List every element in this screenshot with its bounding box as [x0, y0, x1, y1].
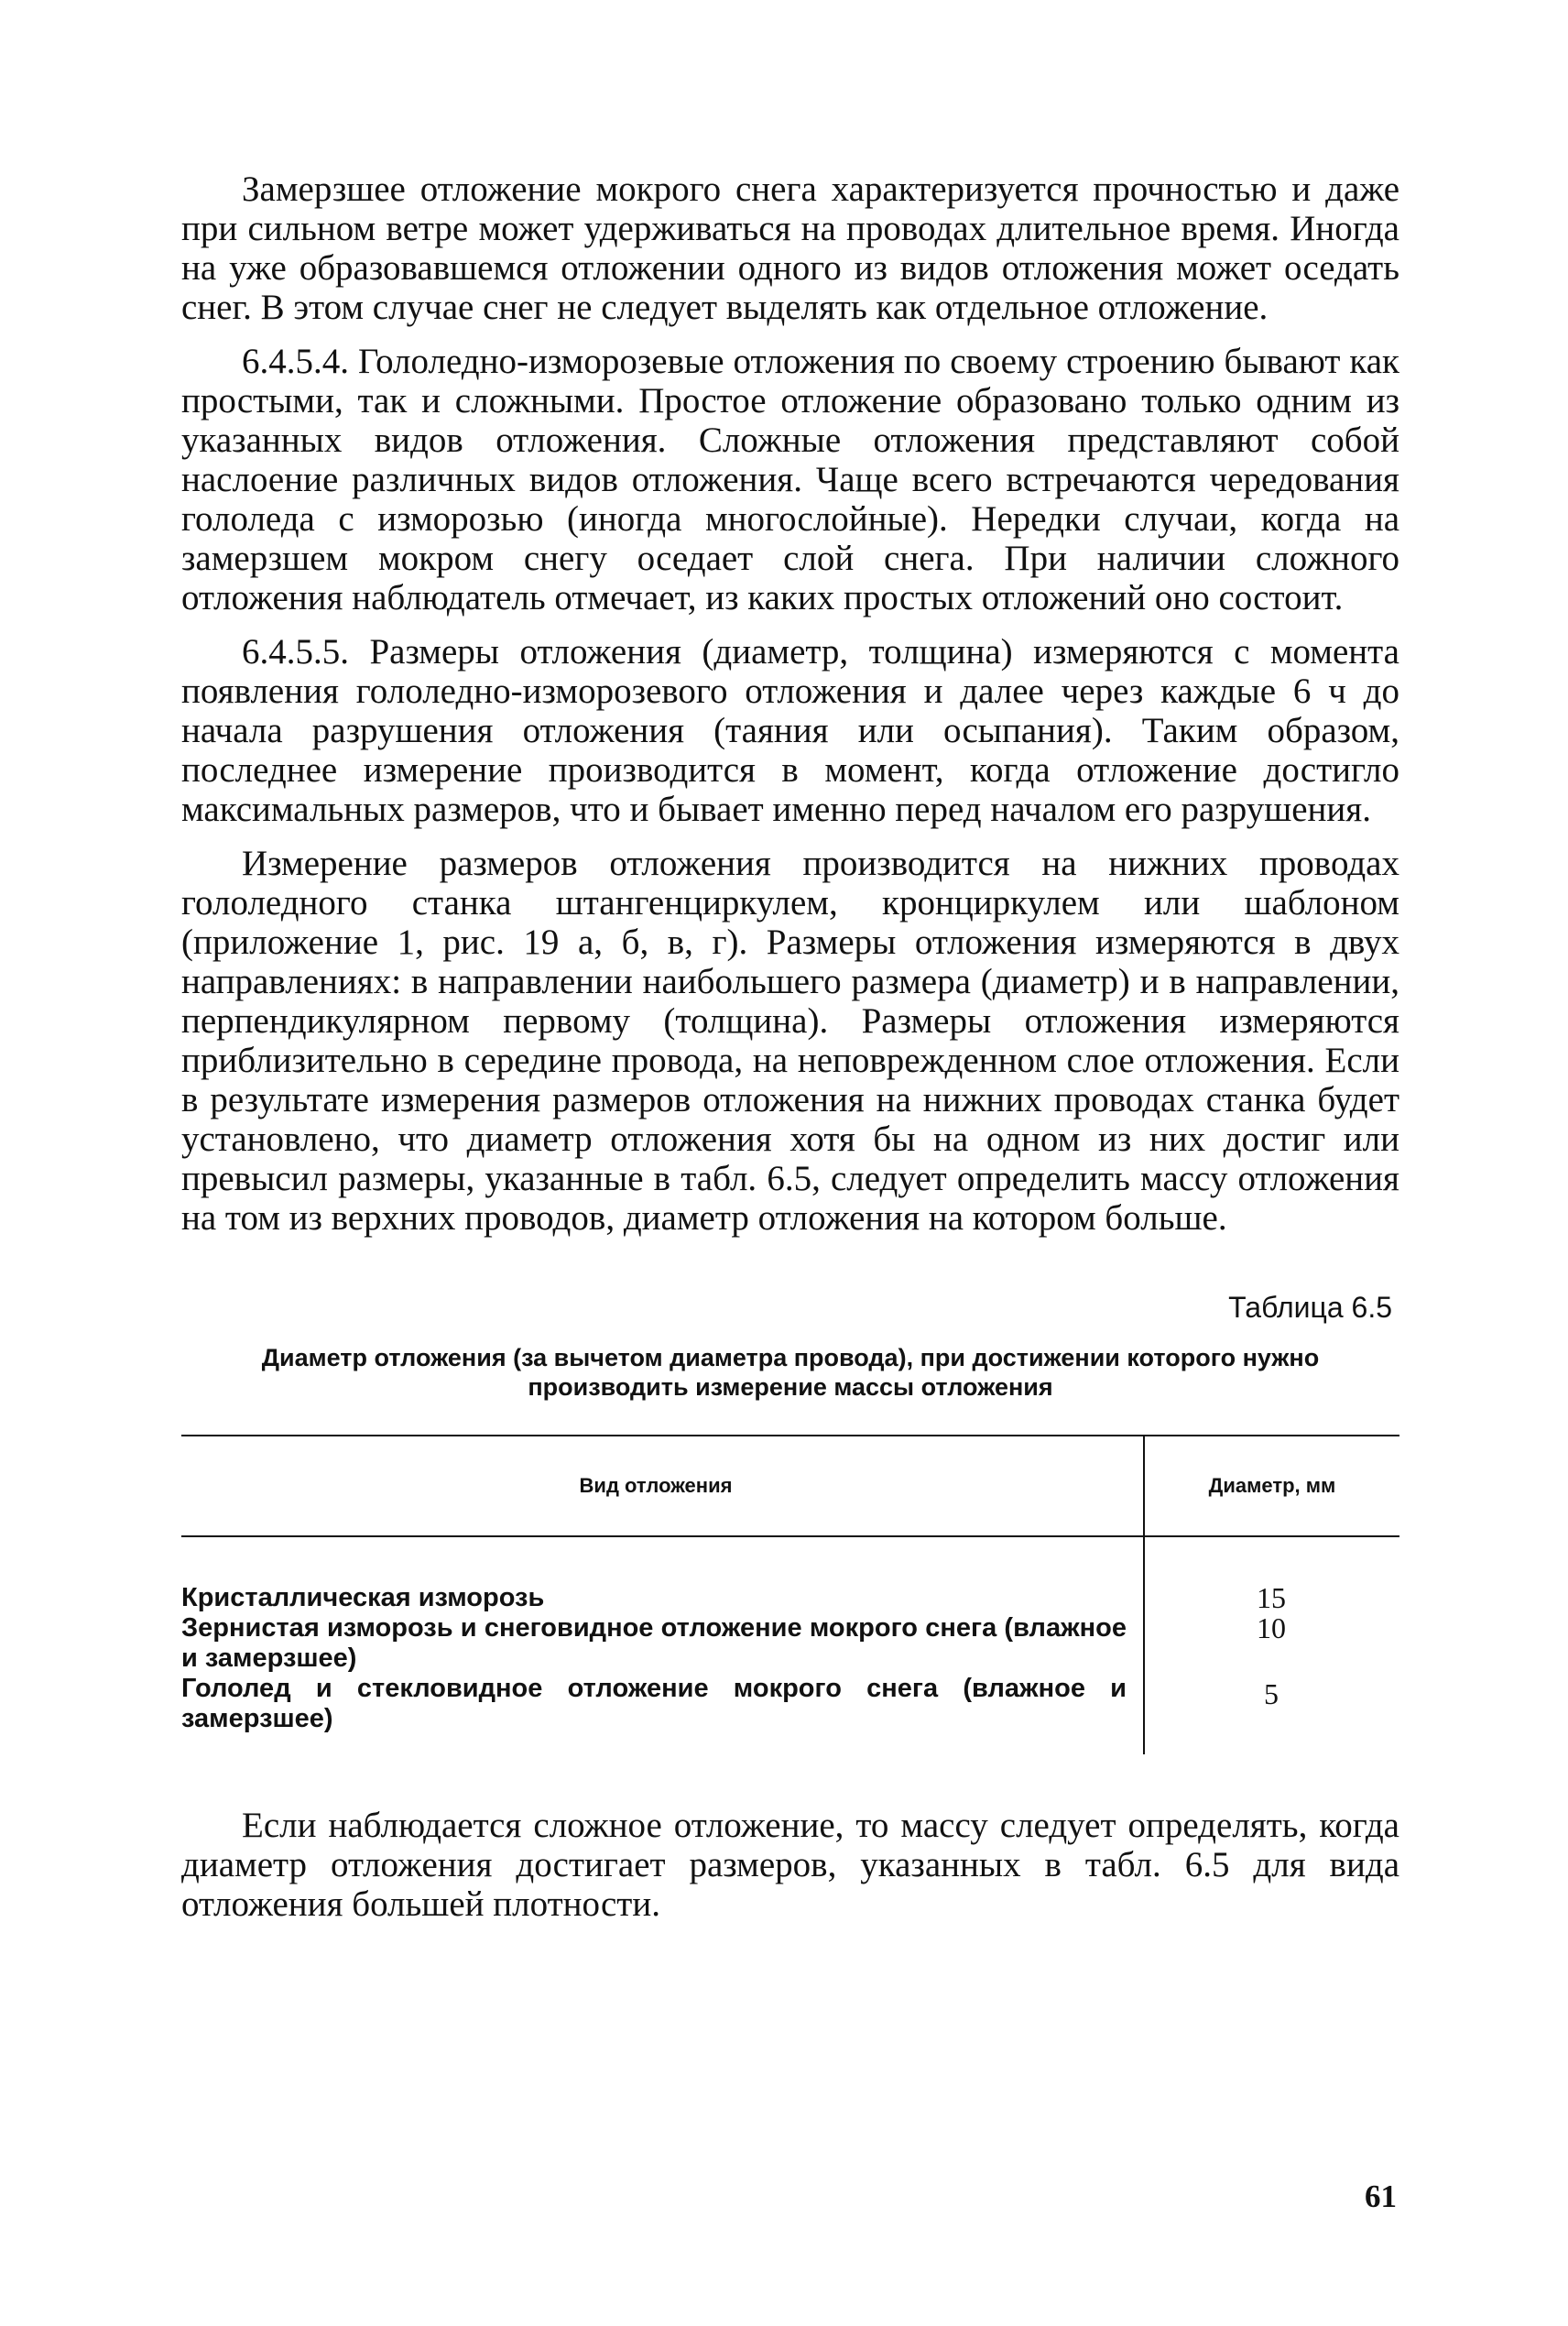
cell-diameter: 5 — [1264, 1677, 1279, 1710]
table-title: Диаметр отложения (за вычетом диаметра провода), при достижении которого нужно производить измерение массы отложения — [261, 1344, 1320, 1401]
header-diameter: Диаметр, мм — [1143, 1436, 1399, 1535]
header-kind: Вид отложения — [579, 1474, 733, 1497]
deposit-diameter-table — [181, 1435, 1399, 1754]
table-header-row — [181, 1435, 1399, 1537]
cell-diameter: 15 — [1257, 1581, 1286, 1614]
paragraph-complex-deposit: Если наблюдается сложное отложение, то массу следует определять, когда диаметр отложения достигает размеров, указанных в табл. 6.5 для вида отложения большей плотности. — [181, 1806, 1399, 1924]
cell-kind: Кристаллическая изморозь — [181, 1583, 545, 1612]
page-content — [181, 169, 1399, 1924]
table-row — [181, 1613, 1399, 1674]
table-row — [181, 1583, 1399, 1613]
table-row — [181, 1674, 1399, 1734]
cell-kind: Зернистая изморозь и снеговидное отложение мокрого снега (влажное и замерзшее) — [181, 1613, 1127, 1673]
cell-kind: Гололед и стекловидное отложение мокрого снега (влажное и замерзшее) — [181, 1674, 1127, 1733]
page-number: 61 — [1365, 2179, 1397, 2214]
cell-diameter: 10 — [1257, 1611, 1286, 1644]
table-body — [181, 1537, 1399, 1754]
paragraph-frozen-snow: Замерзшее отложение мокрого снега характеризуется прочностью и даже при сильном ветре может удерживаться на проводах длительное время. Иногда на уже образовавшемся отложении одного из видов отложения может оседать снег. В этом случае снег не следует выделять как отдельное отложение. — [181, 169, 1399, 327]
paragraph-6-4-5-5: 6.4.5.5. Размеры отложения (диаметр, толщина) измеряются с момента появления гололедно-изморозевого отложения и далее через каждые 6 ч до начала разрушения отложения (таяния или осыпания). Таким образом, последнее измерение производится в момент, когда отложение достигло максимальных размеров, что и бывает именно перед началом его разрушения. — [181, 632, 1399, 829]
paragraph-6-4-5-4: 6.4.5.4. Гололедно-изморозевые отложения по своему строению бывают как простыми, так и сложными. Простое отложение образовано только одним из указанных видов отложения. Сложные отложения представляют собой наслоение различных видов отложения. Чаще всего встречаются чередования гололеда с изморозью (иногда многослойные). Нередки случаи, когда на замерзшем мокром снегу оседает слой снега. При наличии сложного отложения наблюдатель отмечает, из каких простых отложений оно состоит. — [181, 342, 1399, 617]
table-label: Таблица 6.5 — [1228, 1291, 1392, 1324]
paragraph-measurement: Измерение размеров отложения производится на нижних проводах гололедного станка штангенциркулем, кронциркулем или шаблоном (приложение 1, рис. 19 а, б, в, г). Размеры отложения измеряются в двух направлениях: в направлении наибольшего размера (диаметр) и в направлении, перпендикулярном первому (толщина). Размеры отложения измеряются приблизительно в середине провода, на неповрежденном слое отложения. Если в результате измерения размеров отложения на нижних проводах станка будет установлено, что диаметр отложения хотя бы на одном из них достиг или превысил размеры, указанные в табл. 6.5, следует определить массу отложения на том из верхних проводов, диаметр отложения на котором больше. — [181, 844, 1399, 1238]
